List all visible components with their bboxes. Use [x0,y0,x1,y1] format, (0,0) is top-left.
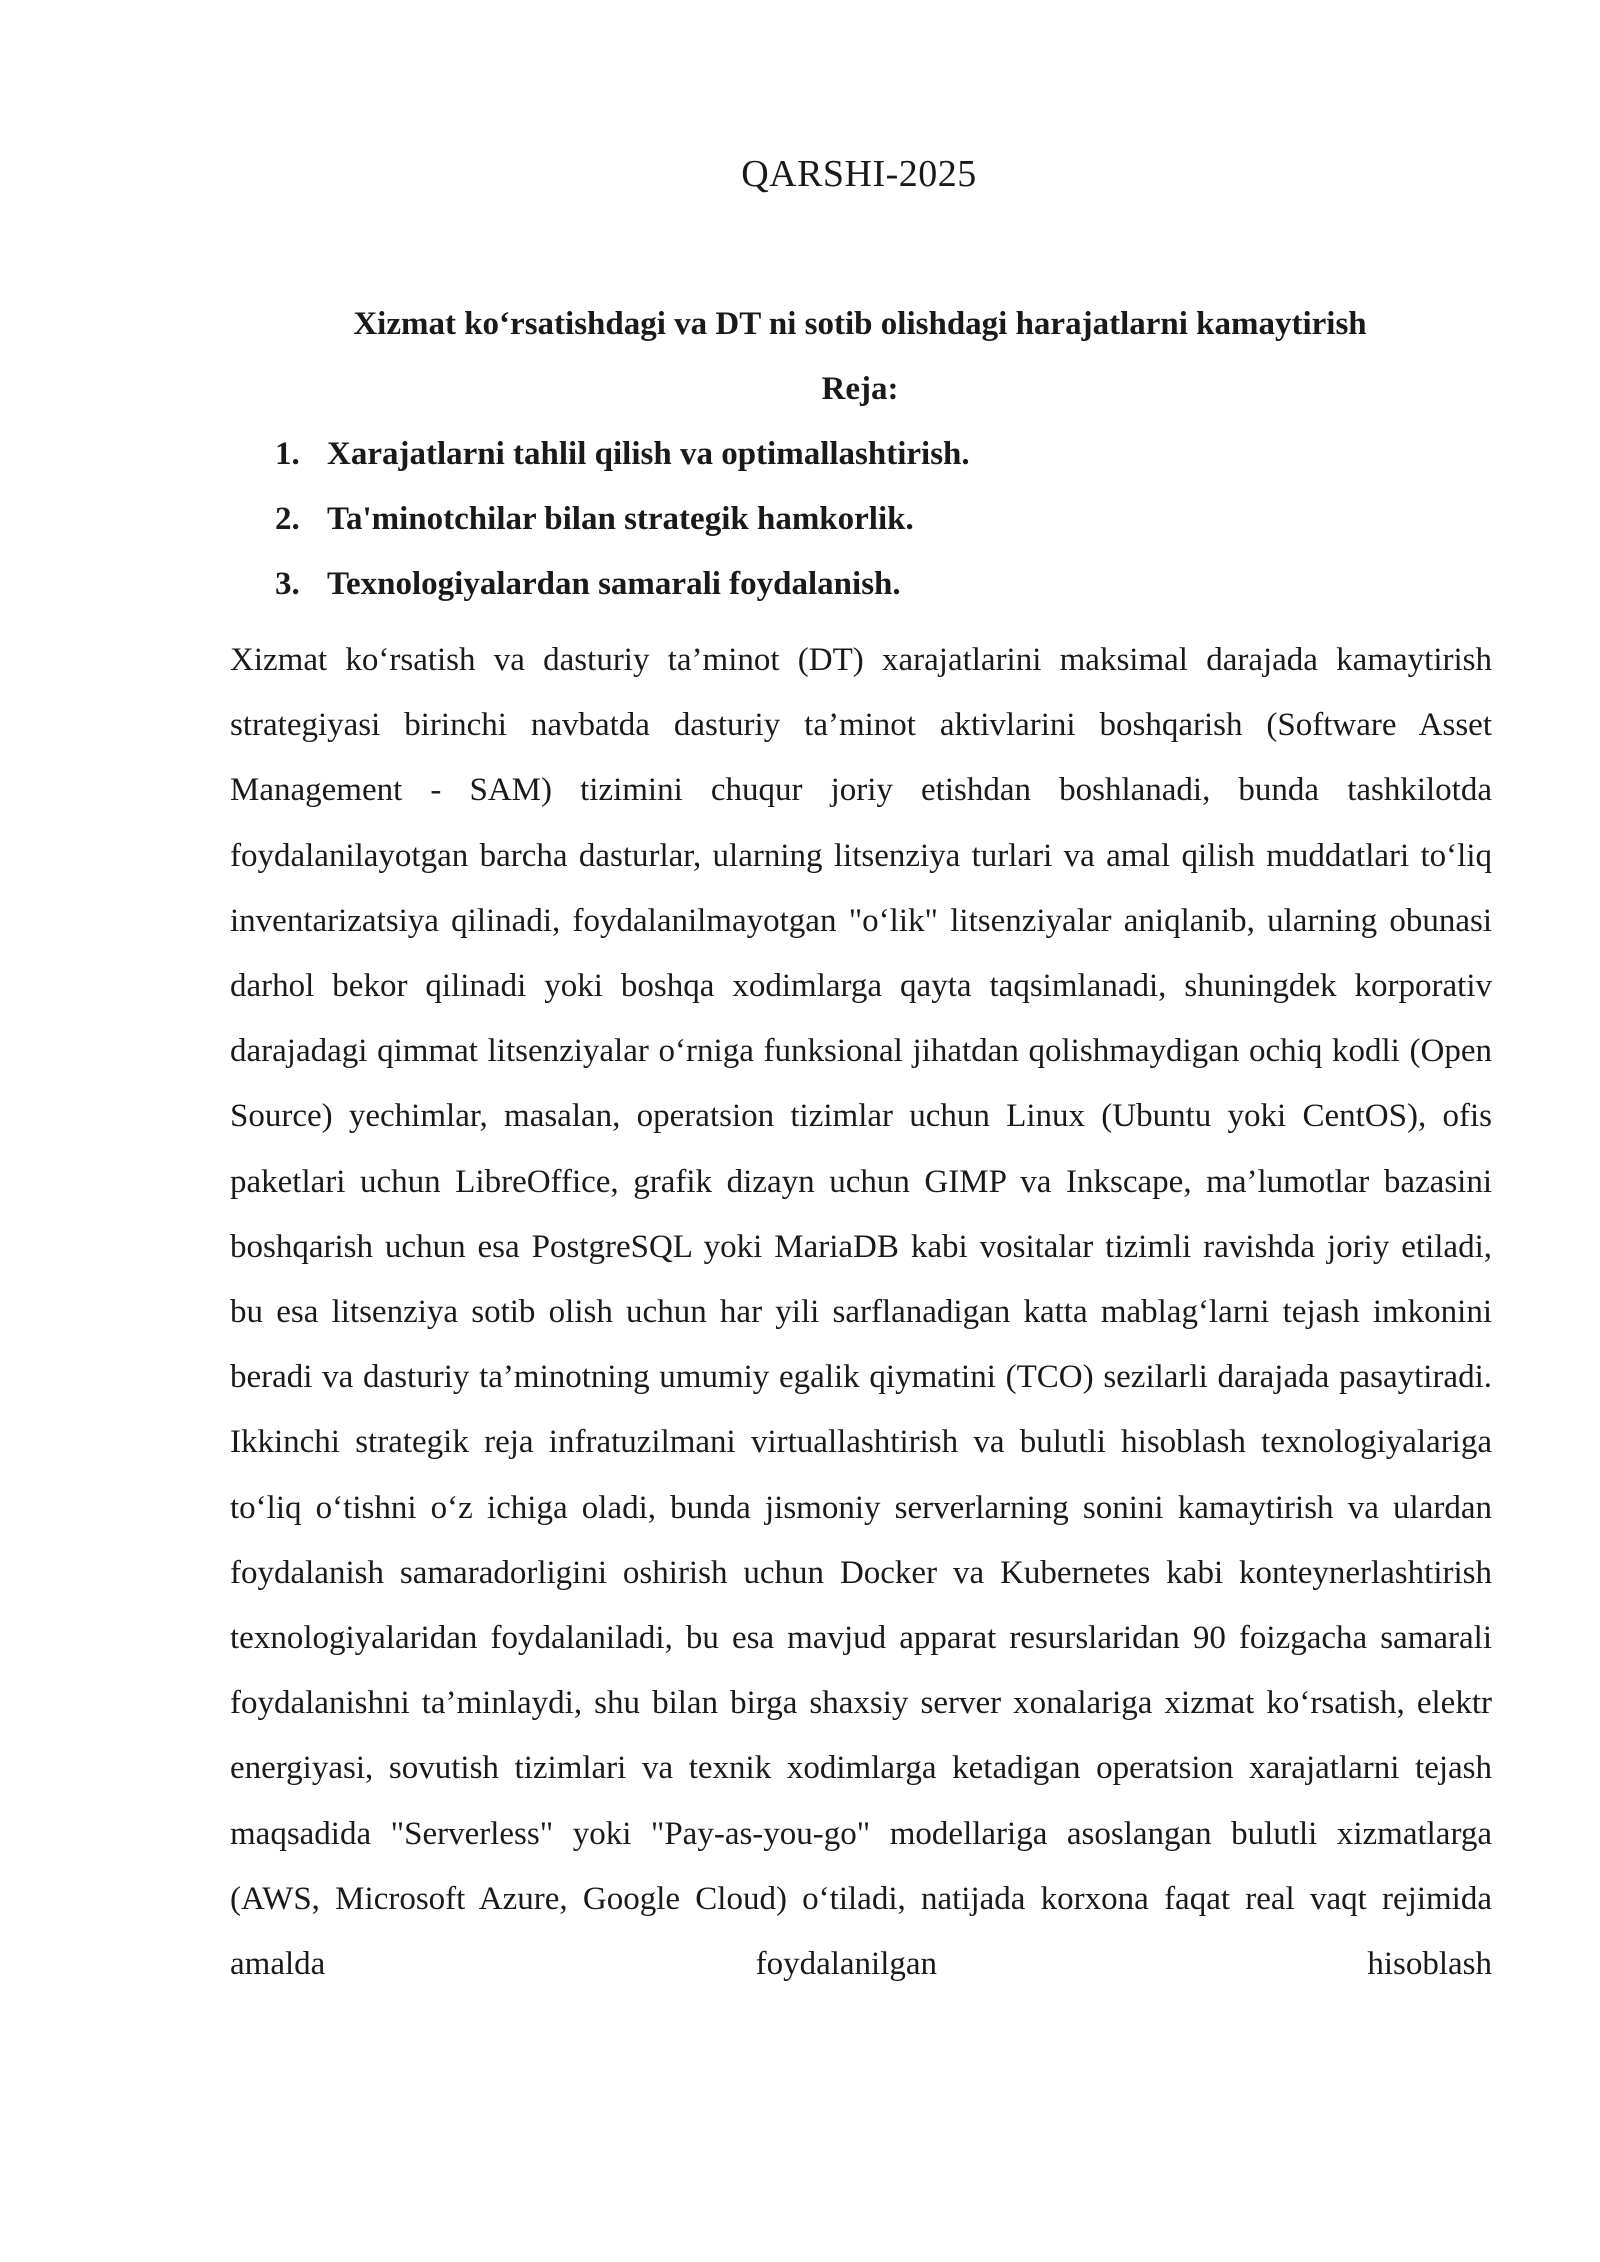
plan-item-text: Ta'minotchilar bilan strategik hamkorlik. [327,501,914,537]
body-paragraph: Xizmat ko‘rsatish va dasturiy ta’minot (DT) xarajatlarini maksimal darajada kamaytirish strategiyasi birinchi navbatda dasturiy ta’minot aktivlarini boshqarish (Software Asset Management - SAM) tizimini chuqur joriy etishdan boshlanadi, bunda tashkilotda foydalanilayotgan barcha dasturlar, ularning litsenziya turlari va amal qilish muddatlari to‘liq inventarizatsiya qilinadi, foydalanilmayotgan "o‘lik" litsenziyalar aniqlanib, ularning obunasi darhol bekor qilinadi yoki boshqa xodimlarga qayta taqsimlanadi, shuningdek korporativ darajadagi qimmat litsenziyalar o‘rniga funksional jihatdan qolishmaydigan ochiq kodli (Open Source) yechimlar, masalan, operatsion tizimlar uchun Linux (Ubuntu yoki CentOS), ofis paketlari uchun LibreOffice, grafik dizayn uchun GIMP va Inkscape, ma’lumotlar bazasini boshqarish uchun esa PostgreSQL yoki MariaDB kabi vositalar tizimli ravishda joriy etiladi, bu esa litsenziya sotib olish uchun har yili sarflanadigan katta mablag‘larni tejash imkonini beradi va dasturiy ta’minotning umumiy egalik qiymatini (TCO) sezilarli darajada pasaytiradi. Ikkinchi strategik reja infratuzilmani virtuallashtirish va bulutli hisoblash texnologiyalariga to‘liq o‘tishni o‘z ichiga oladi, bunda jismoniy serverlarning sonini kamaytirish va ulardan foydalanish samaradorligini oshirish uchun Docker va Kubernetes kabi konteynerlashtirish texnologiyalaridan foydalaniladi, bu esa mavjud apparat resurslaridan 90 foizgacha samarali foydalanishni ta’minlaydi, shu bilan birga shaxsiy server xonalariga xizmat ko‘rsatish, elektr energiyasi, sovutish tizimlari va texnik xodimlarga ketadigan operatsion xarajatlarni tejash maqsadida "Serverless" yoki "Pay-as-you-go" modellariga asoslangan bulutli xizmatlarga (AWS, Microsoft Azure, Google Cloud) o‘tiladi, natijada korxona faqat real vaqt rejimida amalda foydalanilgan hisoblash [230,642,1492,1983]
document-header: QARSHI-2025 [741,153,977,195]
plan-item [275,432,1475,497]
plan-item-text: Texnologiyalardan samarali foydalanish. [327,566,901,602]
plan-item [275,562,1475,627]
plan-list [275,432,1475,627]
plan-item-number: 3. [275,566,300,602]
document-title: Xizmat ko‘rsatishdagi va DT ni sotib olishdagi harajatlarni kamaytirish [353,306,1367,342]
plan-item-number: 1. [275,436,300,472]
plan-item-text: Xarajatlarni tahlil qilish va optimallashtirish. [327,436,970,472]
plan-item [275,497,1475,562]
plan-item-number: 2. [275,501,300,537]
plan-heading: Reja: [821,371,899,407]
